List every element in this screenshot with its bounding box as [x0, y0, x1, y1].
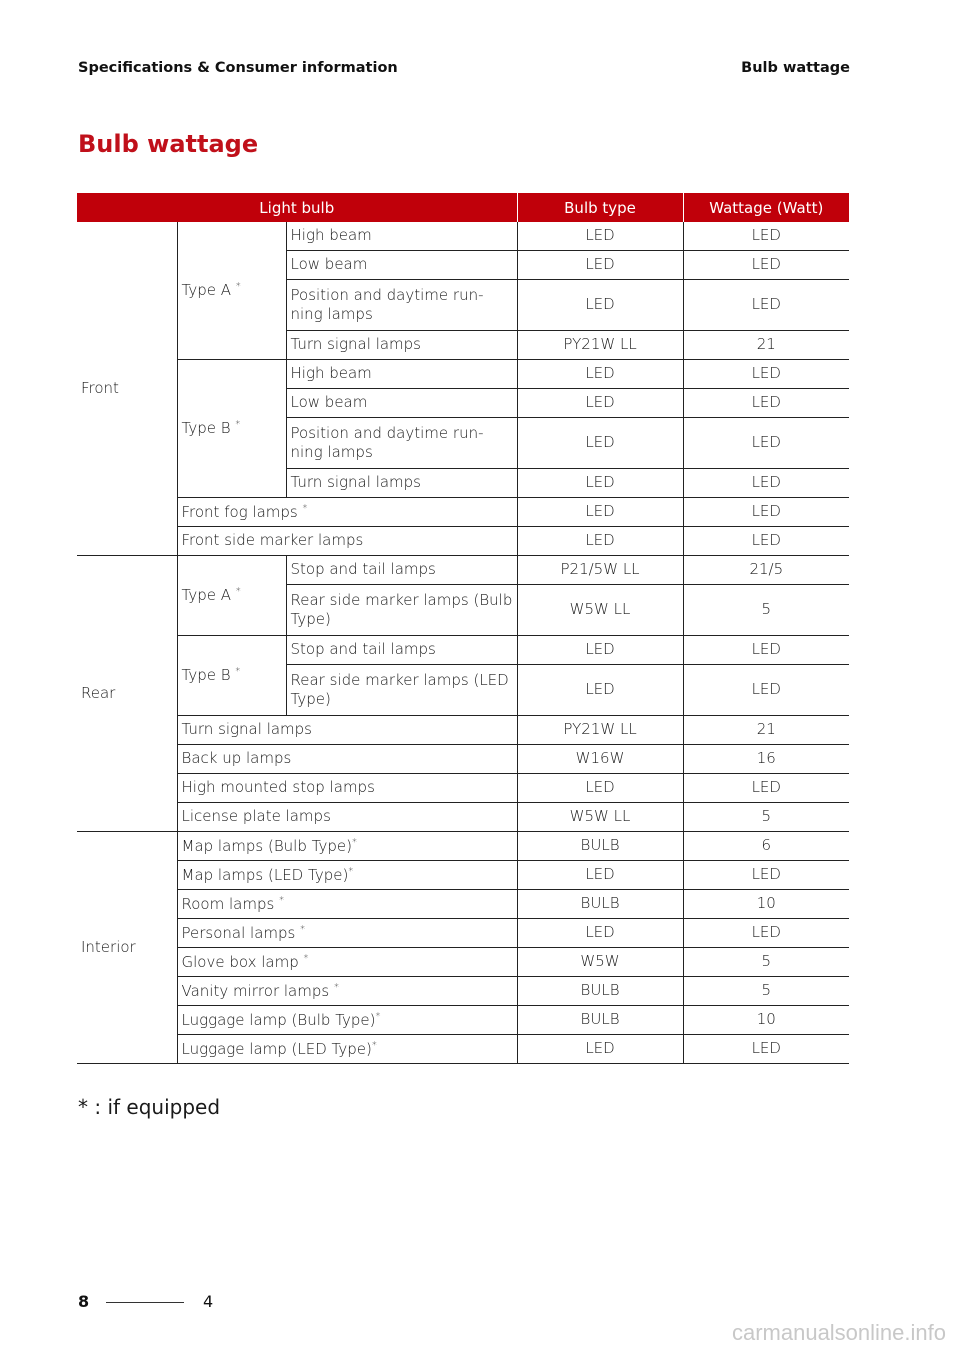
light-bulb-name: [286, 331, 517, 360]
light-bulb-name-label: Turn signal lamps: [290, 473, 421, 492]
light-bulb-name-label: Turn signal lamps: [181, 720, 312, 739]
light-bulb-name: [177, 774, 517, 803]
table-row: [77, 890, 849, 919]
front-type-b-group: [177, 360, 286, 498]
light-bulb-name-label: Luggage lamp (Bulb Type): [181, 1010, 376, 1029]
table-row: [77, 636, 849, 665]
bulb-wattage-table: [77, 193, 849, 1064]
column-header-bulb-type: Bulb type: [517, 193, 683, 222]
interior-category: Interior: [77, 832, 177, 1064]
light-bulb-name: [177, 803, 517, 832]
wattage-cell: LED: [683, 861, 849, 890]
wattage-cell: LED: [683, 665, 849, 716]
wattage-cell: LED: [683, 469, 849, 498]
light-bulb-name-label: Map lamps (LED Type): [181, 865, 349, 884]
rear-type-b-group-label: Type B: [181, 666, 236, 685]
bulb-type-cell: LED: [517, 636, 683, 665]
bulb-type-cell: BULB: [517, 977, 683, 1006]
table-row: [77, 527, 849, 556]
footnote: * : if equipped: [78, 1095, 221, 1119]
wattage-cell: LED: [683, 389, 849, 418]
table-row: [77, 556, 849, 585]
light-bulb-name-label: Stop and tail lamps: [290, 640, 436, 659]
front-type-a-group-label: Type A: [181, 281, 236, 300]
wattage-cell: LED: [683, 251, 849, 280]
table-header-row: [77, 193, 849, 222]
bulb-type-cell: LED: [517, 360, 683, 389]
asterisk: *: [348, 865, 354, 877]
light-bulb-name: [177, 1006, 517, 1035]
table-row: [77, 774, 849, 803]
running-header-topic: Bulb wattage: [741, 60, 850, 76]
wattage-cell: 5: [683, 585, 849, 636]
rear-type-a-group: [177, 556, 286, 636]
column-header-wattage: Wattage (Watt): [683, 193, 849, 222]
wattage-cell: 10: [683, 890, 849, 919]
watermark: carmanualsonline.info: [731, 1320, 946, 1345]
table-row: [77, 716, 849, 745]
light-bulb-name: [286, 280, 517, 331]
light-bulb-name-label: Position and daytime run-ning lamps: [290, 285, 484, 323]
light-bulb-name-label: Luggage lamp (LED Type): [181, 1039, 372, 1058]
light-bulb-name: [177, 861, 517, 890]
light-bulb-name: [177, 716, 517, 745]
asterisk: *: [375, 1010, 381, 1022]
bulb-type-cell: PY21W LL: [517, 331, 683, 360]
bulb-type-cell: W5W: [517, 948, 683, 977]
column-header-light-bulb: Light bulb: [77, 193, 517, 222]
light-bulb-name: [177, 977, 517, 1006]
light-bulb-name: [286, 418, 517, 469]
wattage-cell: LED: [683, 774, 849, 803]
asterisk: *: [279, 894, 285, 906]
light-bulb-name: [286, 585, 517, 636]
bulb-type-cell: P21/5W LL: [517, 556, 683, 585]
light-bulb-name: [286, 251, 517, 280]
table-row: [77, 360, 849, 389]
light-bulb-name: [177, 919, 517, 948]
light-bulb-name-label: Glove box lamp: [181, 952, 304, 971]
asterisk: *: [302, 502, 308, 514]
light-bulb-name-label: Front fog lamps: [181, 502, 303, 521]
light-bulb-name-label: Vanity mirror lamps: [181, 981, 334, 1000]
bulb-type-cell: BULB: [517, 832, 683, 861]
light-bulb-name-label: Low beam: [290, 393, 368, 412]
light-bulb-name-label: Rear side marker lamps (Bulb Type): [290, 590, 513, 628]
table-row: [77, 498, 849, 527]
asterisk: *: [303, 952, 309, 964]
asterisk: *: [235, 586, 241, 598]
light-bulb-name: [286, 360, 517, 389]
light-bulb-name-label: Position and daytime run-ning lamps: [290, 423, 484, 461]
wattage-cell: LED: [683, 360, 849, 389]
light-bulb-name-label: Map lamps (Bulb Type): [181, 836, 352, 855]
asterisk: *: [235, 281, 241, 293]
table-row: [77, 861, 849, 890]
light-bulb-name: [286, 636, 517, 665]
bulb-type-cell: LED: [517, 222, 683, 251]
chapter-number: 8: [78, 1292, 90, 1311]
bulb-type-cell: PY21W LL: [517, 716, 683, 745]
wattage-cell: 16: [683, 745, 849, 774]
light-bulb-name: [177, 948, 517, 977]
light-bulb-name-label: High beam: [290, 226, 372, 245]
bulb-type-cell: W5W LL: [517, 585, 683, 636]
wattage-cell: 21/5: [683, 556, 849, 585]
table-row: [77, 1006, 849, 1035]
wattage-cell: LED: [683, 1035, 849, 1064]
asterisk: *: [235, 419, 241, 431]
light-bulb-name: [286, 665, 517, 716]
bulb-type-cell: W16W: [517, 745, 683, 774]
table-row: [77, 222, 849, 251]
wattage-cell: 5: [683, 977, 849, 1006]
light-bulb-name-label: Personal lamps: [181, 923, 301, 942]
asterisk: *: [371, 1039, 377, 1051]
wattage-cell: LED: [683, 527, 849, 556]
light-bulb-name-label: High mounted stop lamps: [181, 778, 375, 797]
asterisk: *: [235, 666, 241, 678]
wattage-cell: 21: [683, 716, 849, 745]
bulb-type-cell: LED: [517, 469, 683, 498]
table-row: [77, 803, 849, 832]
front-type-b-group-label: Type B: [181, 419, 236, 438]
light-bulb-name: [177, 527, 517, 556]
wattage-cell: 5: [683, 803, 849, 832]
light-bulb-name-label: Turn signal lamps: [290, 335, 421, 354]
running-header-section: Specifications & Consumer information: [78, 60, 398, 76]
bulb-type-cell: LED: [517, 774, 683, 803]
bulb-type-cell: LED: [517, 1035, 683, 1064]
light-bulb-name: [286, 469, 517, 498]
light-bulb-name: [286, 556, 517, 585]
footer-divider: [106, 1302, 184, 1303]
asterisk: *: [351, 836, 357, 848]
bulb-type-cell: BULB: [517, 1006, 683, 1035]
light-bulb-name: [177, 745, 517, 774]
light-bulb-name-label: Room lamps: [181, 894, 280, 913]
bulb-type-cell: W5W LL: [517, 803, 683, 832]
wattage-cell: LED: [683, 919, 849, 948]
wattage-cell: LED: [683, 280, 849, 331]
bulb-type-cell: LED: [517, 418, 683, 469]
bulb-type-cell: LED: [517, 280, 683, 331]
light-bulb-name: [177, 832, 517, 861]
front-category: Front: [77, 222, 177, 556]
table-row: [77, 948, 849, 977]
light-bulb-name: [177, 498, 517, 527]
wattage-cell: 21: [683, 331, 849, 360]
table-row: [77, 832, 849, 861]
table-row: [77, 745, 849, 774]
bulb-type-cell: LED: [517, 251, 683, 280]
rear-type-b-group: [177, 636, 286, 716]
bulb-type-cell: BULB: [517, 890, 683, 919]
wattage-cell: 6: [683, 832, 849, 861]
bulb-type-cell: LED: [517, 919, 683, 948]
bulb-type-cell: LED: [517, 861, 683, 890]
light-bulb-name: [286, 222, 517, 251]
wattage-cell: LED: [683, 418, 849, 469]
asterisk: *: [300, 923, 306, 935]
light-bulb-name: [177, 1035, 517, 1064]
wattage-cell: LED: [683, 498, 849, 527]
light-bulb-name: [286, 389, 517, 418]
rear-category: Rear: [77, 556, 177, 832]
bulb-type-cell: LED: [517, 498, 683, 527]
wattage-cell: LED: [683, 636, 849, 665]
front-type-a-group: [177, 222, 286, 360]
light-bulb-name: [177, 890, 517, 919]
table-row: [77, 919, 849, 948]
rear-type-a-group-label: Type A: [181, 586, 236, 605]
bulb-type-cell: LED: [517, 665, 683, 716]
light-bulb-name-label: Low beam: [290, 255, 368, 274]
light-bulb-name-label: Front side marker lamps: [181, 531, 364, 550]
light-bulb-name-label: Rear side marker lamps (LED Type): [290, 670, 509, 708]
bulb-type-cell: LED: [517, 527, 683, 556]
light-bulb-name-label: Stop and tail lamps: [290, 560, 436, 579]
wattage-cell: 10: [683, 1006, 849, 1035]
table-row: [77, 1035, 849, 1064]
asterisk: *: [333, 981, 339, 993]
page-number: 4: [203, 1292, 214, 1311]
bulb-type-cell: LED: [517, 389, 683, 418]
page-title: Bulb wattage: [78, 130, 259, 158]
wattage-cell: LED: [683, 222, 849, 251]
light-bulb-name-label: Back up lamps: [181, 749, 292, 768]
light-bulb-name-label: High beam: [290, 364, 372, 383]
light-bulb-name-label: License plate lamps: [181, 807, 331, 826]
table-row: [77, 977, 849, 1006]
wattage-cell: 5: [683, 948, 849, 977]
